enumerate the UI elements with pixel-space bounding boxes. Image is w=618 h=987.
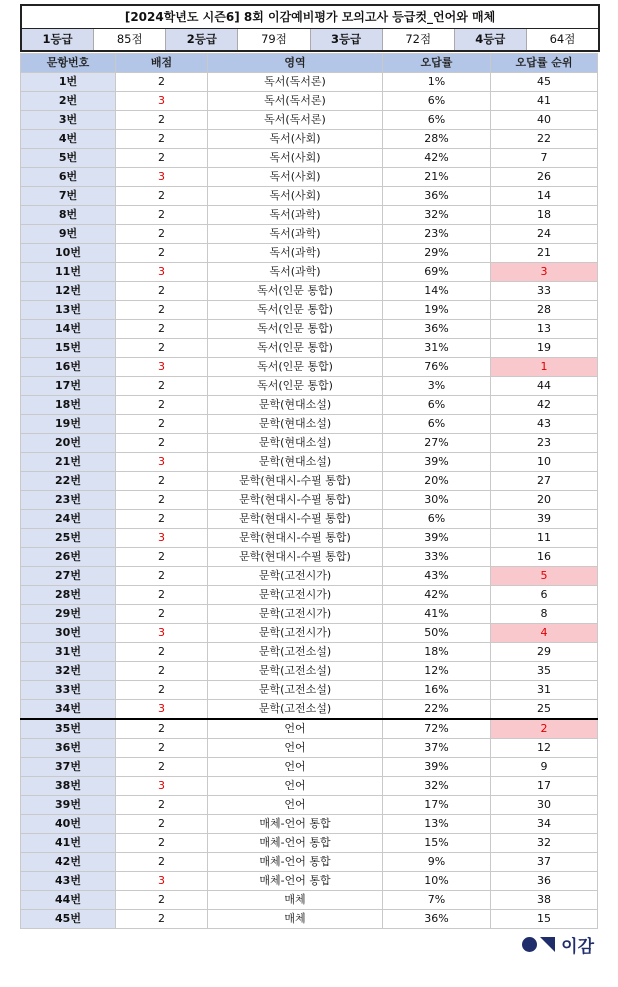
table-row [21,796,598,815]
question-number-cell: 25번 [21,529,116,548]
area-cell: 언어 [208,739,383,758]
points-cell: 2 [116,491,208,510]
wrong-rate-cell: 50% [383,624,491,643]
question-number-cell: 44번 [21,891,116,910]
wrong-rate-cell: 30% [383,491,491,510]
area-cell: 독서(독서론) [208,111,383,130]
area-cell: 매체-언어 통합 [208,853,383,872]
rank-cell: 21 [491,244,598,263]
table-row [21,453,598,472]
area-cell: 독서(과학) [208,206,383,225]
area-cell: 매체-언어 통합 [208,834,383,853]
question-number-cell: 36번 [21,739,116,758]
table-row [21,624,598,643]
wrong-rate-cell: 29% [383,244,491,263]
table-row [21,415,598,434]
question-number-cell: 34번 [21,700,116,720]
points-cell: 2 [116,510,208,529]
question-number-cell: 5번 [21,149,116,168]
question-number-cell: 7번 [21,187,116,206]
rank-cell: 12 [491,739,598,758]
table-row [21,358,598,377]
question-number-cell: 13번 [21,301,116,320]
rank-cell: 33 [491,282,598,301]
rank-cell: 4 [491,624,598,643]
rank-cell: 36 [491,872,598,891]
rank-cell: 32 [491,834,598,853]
area-cell: 문학(현대소설) [208,415,383,434]
area-cell: 문학(고전소설) [208,643,383,662]
points-cell: 3 [116,358,208,377]
area-cell: 독서(사회) [208,168,383,187]
rank-cell: 18 [491,206,598,225]
table-row [21,263,598,282]
wrong-rate-cell: 43% [383,567,491,586]
wrong-rate-cell: 41% [383,605,491,624]
points-cell: 2 [116,758,208,777]
points-cell: 2 [116,719,208,739]
area-cell: 독서(인문 통합) [208,282,383,301]
rank-cell: 22 [491,130,598,149]
wrong-rate-cell: 39% [383,453,491,472]
area-cell: 매체-언어 통합 [208,815,383,834]
wrong-rate-cell: 72% [383,719,491,739]
rank-cell: 11 [491,529,598,548]
area-cell: 독서(사회) [208,187,383,206]
area-cell: 독서(사회) [208,130,383,149]
question-number-cell: 19번 [21,415,116,434]
area-cell: 독서(인문 통합) [208,320,383,339]
table-row [21,567,598,586]
wrong-rate-cell: 22% [383,700,491,720]
area-cell: 언어 [208,758,383,777]
area-cell: 문학(현대시-수필 통합) [208,491,383,510]
rank-cell: 40 [491,111,598,130]
question-number-cell: 24번 [21,510,116,529]
points-cell: 2 [116,567,208,586]
question-number-cell: 45번 [21,910,116,929]
rank-cell: 42 [491,396,598,415]
table-row [21,130,598,149]
table-row [21,320,598,339]
table-row [21,739,598,758]
logo-circle-icon [522,937,537,952]
points-cell: 2 [116,244,208,263]
rank-cell: 27 [491,472,598,491]
points-cell: 2 [116,891,208,910]
points-cell: 3 [116,700,208,720]
question-number-cell: 42번 [21,853,116,872]
table-row [21,586,598,605]
table-row [21,339,598,358]
grade-4-label: 4등급 [455,29,527,50]
points-cell: 2 [116,130,208,149]
rank-cell: 9 [491,758,598,777]
question-number-cell: 30번 [21,624,116,643]
brand-logo [522,932,594,957]
table-row [21,834,598,853]
wrong-rate-cell: 6% [383,111,491,130]
wrong-rate-cell: 42% [383,149,491,168]
question-number-cell: 39번 [21,796,116,815]
wrong-rate-cell: 9% [383,853,491,872]
table-row [21,758,598,777]
points-cell: 3 [116,529,208,548]
table-row [21,605,598,624]
wrong-rate-cell: 36% [383,187,491,206]
rank-cell: 37 [491,853,598,872]
area-cell: 독서(독서론) [208,92,383,111]
table-row [21,853,598,872]
question-number-cell: 2번 [21,92,116,111]
points-cell: 2 [116,662,208,681]
question-number-cell: 28번 [21,586,116,605]
wrong-rate-cell: 7% [383,891,491,910]
wrong-rate-cell: 32% [383,777,491,796]
rank-cell: 30 [491,796,598,815]
table-row [21,472,598,491]
area-cell: 독서(인문 통합) [208,358,383,377]
table-row [21,206,598,225]
question-number-cell: 29번 [21,605,116,624]
question-number-cell: 14번 [21,320,116,339]
table-body [21,73,598,929]
area-cell: 언어 [208,796,383,815]
rank-cell: 10 [491,453,598,472]
points-cell: 3 [116,263,208,282]
col-header-rank: 오답률 순위 [491,54,598,73]
table-row [21,510,598,529]
wrong-rate-cell: 14% [383,282,491,301]
rank-cell: 23 [491,434,598,453]
table-row [21,491,598,510]
area-cell: 독서(인문 통합) [208,301,383,320]
points-cell: 2 [116,301,208,320]
question-number-cell: 17번 [21,377,116,396]
table-row [21,225,598,244]
rank-cell: 43 [491,415,598,434]
area-cell: 문학(고전시가) [208,586,383,605]
points-cell: 3 [116,777,208,796]
area-cell: 언어 [208,777,383,796]
points-cell: 2 [116,796,208,815]
wrong-rate-cell: 6% [383,510,491,529]
rank-cell: 7 [491,149,598,168]
rank-cell: 39 [491,510,598,529]
area-cell: 언어 [208,719,383,739]
question-number-cell: 6번 [21,168,116,187]
wrong-rate-cell: 6% [383,396,491,415]
table-row [21,681,598,700]
points-cell: 2 [116,681,208,700]
question-number-cell: 37번 [21,758,116,777]
question-number-cell: 31번 [21,643,116,662]
wrong-rate-cell: 32% [383,206,491,225]
points-cell: 2 [116,111,208,130]
table-row [21,643,598,662]
question-number-cell: 1번 [21,73,116,92]
table-row [21,244,598,263]
question-number-cell: 35번 [21,719,116,739]
grade-1-score: 85점 [94,29,166,50]
wrong-rate-cell: 69% [383,263,491,282]
points-cell: 2 [116,73,208,92]
table-row [21,777,598,796]
points-cell: 2 [116,910,208,929]
points-cell: 2 [116,149,208,168]
question-number-cell: 32번 [21,662,116,681]
rank-cell: 1 [491,358,598,377]
rank-cell: 19 [491,339,598,358]
points-cell: 2 [116,396,208,415]
area-cell: 독서(사회) [208,149,383,168]
area-cell: 문학(현대시-수필 통합) [208,510,383,529]
table-row [21,187,598,206]
area-cell: 문학(현대시-수필 통합) [208,472,383,491]
table-row [21,662,598,681]
grade-4-score: 64점 [549,32,576,46]
page-title: [2024학년도 시즌6] 8회 이감예비평가 모의고사 등급컷_언어와 매체 [22,6,598,29]
area-cell: 문학(고전시가) [208,624,383,643]
question-number-cell: 23번 [21,491,116,510]
wrong-rate-cell: 10% [383,872,491,891]
wrong-rate-cell: 20% [383,472,491,491]
question-number-cell: 38번 [21,777,116,796]
wrong-rate-cell: 6% [383,92,491,111]
wrong-rate-cell: 42% [383,586,491,605]
points-cell: 3 [116,92,208,111]
points-cell: 3 [116,624,208,643]
area-cell: 독서(과학) [208,244,383,263]
points-cell: 2 [116,339,208,358]
wrong-rate-cell: 23% [383,225,491,244]
area-cell: 매체 [208,910,383,929]
wrong-rate-cell: 12% [383,662,491,681]
question-number-cell: 33번 [21,681,116,700]
points-cell: 2 [116,834,208,853]
wrong-rate-cell: 39% [383,529,491,548]
rank-cell: 24 [491,225,598,244]
wrong-rate-cell: 27% [383,434,491,453]
table-row [21,282,598,301]
area-cell: 문학(고전시가) [208,567,383,586]
table-header-row [21,54,598,73]
rank-cell: 17 [491,777,598,796]
area-cell: 문학(현대시-수필 통합) [208,529,383,548]
points-cell: 2 [116,853,208,872]
wrong-rate-cell: 33% [383,548,491,567]
table-row [21,377,598,396]
rank-cell: 26 [491,168,598,187]
wrong-rate-cell: 16% [383,681,491,700]
points-cell: 2 [116,206,208,225]
question-number-cell: 12번 [21,282,116,301]
area-cell: 문학(고전소설) [208,700,383,720]
question-number-cell: 26번 [21,548,116,567]
rank-cell: 20 [491,491,598,510]
points-cell: 2 [116,187,208,206]
points-cell: 2 [116,548,208,567]
question-number-cell: 22번 [21,472,116,491]
area-cell: 독서(과학) [208,225,383,244]
points-cell: 2 [116,815,208,834]
rank-cell: 8 [491,605,598,624]
rank-cell: 5 [491,567,598,586]
area-cell: 독서(독서론) [208,73,383,92]
wrong-rate-cell: 21% [383,168,491,187]
rank-cell: 34 [491,815,598,834]
logo-triangle-icon [540,937,555,952]
wrong-rate-cell: 3% [383,377,491,396]
area-cell: 문학(고전소설) [208,681,383,700]
points-cell: 2 [116,415,208,434]
question-number-cell: 10번 [21,244,116,263]
question-number-cell: 8번 [21,206,116,225]
question-number-cell: 18번 [21,396,116,415]
area-cell: 매체 [208,891,383,910]
table-row [21,891,598,910]
wrong-rate-cell: 36% [383,320,491,339]
wrong-rate-cell: 76% [383,358,491,377]
question-number-cell: 27번 [21,567,116,586]
question-number-cell: 4번 [21,130,116,149]
rank-cell: 45 [491,73,598,92]
area-cell: 문학(현대시-수필 통합) [208,548,383,567]
points-cell: 2 [116,739,208,758]
rank-cell: 44 [491,377,598,396]
wrong-rate-cell: 18% [383,643,491,662]
wrong-rate-cell: 13% [383,815,491,834]
rank-cell: 31 [491,681,598,700]
question-number-cell: 41번 [21,834,116,853]
wrong-rate-cell: 28% [383,130,491,149]
wrong-rate-cell: 6% [383,415,491,434]
grade-3-score: 72점 [383,29,455,50]
grade-2-score: 79점 [238,29,310,50]
area-cell: 문학(현대소설) [208,434,383,453]
wrong-rate-cell: 1% [383,73,491,92]
col-header-area: 영역 [208,54,383,73]
points-cell: 2 [116,282,208,301]
points-cell: 2 [116,586,208,605]
points-cell: 2 [116,434,208,453]
logo-text: 이감 [561,937,594,957]
rank-cell: 41 [491,92,598,111]
wrong-rate-cell: 37% [383,739,491,758]
points-cell: 2 [116,643,208,662]
table-row [21,111,598,130]
points-cell: 2 [116,377,208,396]
rank-cell: 2 [491,719,598,739]
area-cell: 문학(현대소설) [208,453,383,472]
area-cell: 독서(과학) [208,263,383,282]
table-row [21,73,598,92]
rank-cell: 13 [491,320,598,339]
question-number-cell: 40번 [21,815,116,834]
table-row [21,301,598,320]
table-row [21,92,598,111]
grade-1-label: 1등급 [22,29,94,50]
table-row [21,168,598,187]
rank-cell: 3 [491,263,598,282]
table-row [21,529,598,548]
area-cell: 독서(인문 통합) [208,377,383,396]
rank-cell: 29 [491,643,598,662]
question-number-cell: 11번 [21,263,116,282]
grade-cut-row [22,29,598,50]
wrong-rate-table [20,53,598,929]
rank-cell: 35 [491,662,598,681]
grade-2-label: 2등급 [166,29,238,50]
col-header-points: 배점 [116,54,208,73]
wrong-rate-cell: 36% [383,910,491,929]
rank-cell: 15 [491,910,598,929]
wrong-rate-cell: 17% [383,796,491,815]
table-row [21,700,598,720]
col-header-wrong-rate: 오답률 [383,54,491,73]
table-row [21,548,598,567]
area-cell: 문학(고전시가) [208,605,383,624]
table-row [21,149,598,168]
table-row [21,396,598,415]
rank-cell: 6 [491,586,598,605]
area-cell: 문학(고전소설) [208,662,383,681]
rank-cell: 38 [491,891,598,910]
area-cell: 문학(현대소설) [208,396,383,415]
grade-3-label: 3등급 [311,29,383,50]
points-cell: 2 [116,472,208,491]
question-number-cell: 3번 [21,111,116,130]
question-number-cell: 43번 [21,872,116,891]
question-number-cell: 16번 [21,358,116,377]
points-cell: 2 [116,605,208,624]
rank-cell: 16 [491,548,598,567]
points-cell: 2 [116,225,208,244]
question-number-cell: 15번 [21,339,116,358]
question-number-cell: 21번 [21,453,116,472]
wrong-rate-cell: 15% [383,834,491,853]
points-cell: 3 [116,872,208,891]
area-cell: 독서(인문 통합) [208,339,383,358]
question-number-cell: 20번 [21,434,116,453]
rank-cell: 28 [491,301,598,320]
area-cell: 매체-언어 통합 [208,872,383,891]
wrong-rate-cell: 19% [383,301,491,320]
rank-cell: 25 [491,700,598,720]
col-header-question: 문항번호 [21,54,116,73]
table-row [21,719,598,739]
wrong-rate-cell: 31% [383,339,491,358]
question-number-cell: 9번 [21,225,116,244]
points-cell: 3 [116,453,208,472]
grade-cut-header [20,4,600,52]
table-row [21,434,598,453]
rank-cell: 14 [491,187,598,206]
points-cell: 3 [116,168,208,187]
wrong-rate-cell: 39% [383,758,491,777]
table-row [21,815,598,834]
table-row [21,910,598,929]
table-row [21,872,598,891]
points-cell: 2 [116,320,208,339]
